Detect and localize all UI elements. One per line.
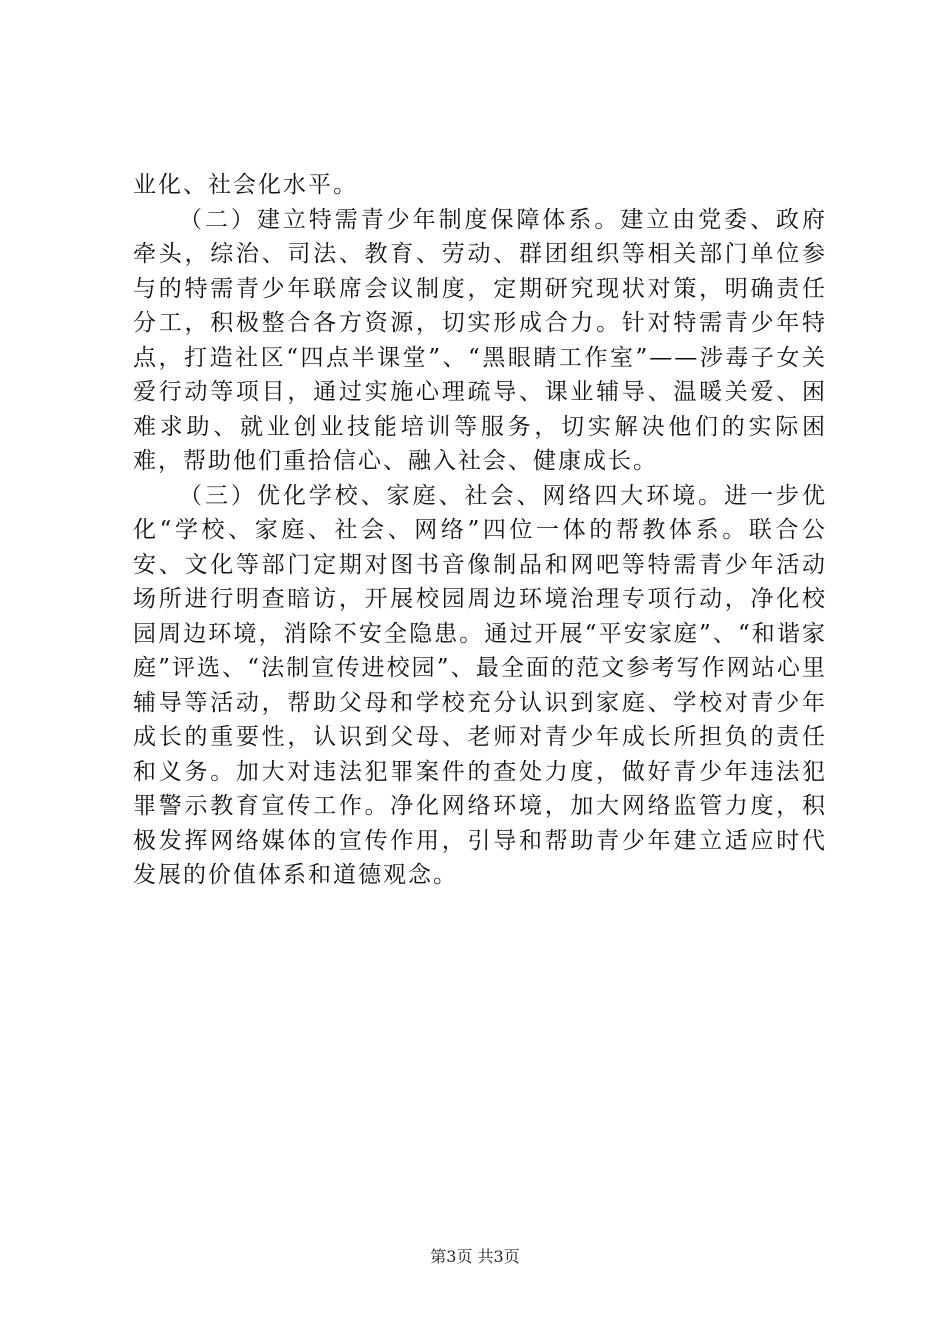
- paragraph-section-three: （三）优化学校、家庭、社会、网络四大环境。进一步优化“学校、家庭、社会、网络”四位一体的帮教体系。联合公安、文化等部门定期对图书音像制品和网吧等特需青少年活动场所进行明查暗访，开展校园周边环境治理专项行动，净化校园周边环境，消除不安全隐患。通过开展“平安家庭”、“和谐家庭”评选、“法制宣传进校园”、最全面的范文参考写作网站心里辅导等活动，帮助父母和学校充分认识到家庭、学校对青少年成长的重要性，认识到父母、老师对青少年成长所担负的责任和义务。加大对违法犯罪案件的查处力度，做好青少年违法犯罪警示教育宣传工作。净化网络环境，加大网络监管力度，积极发挥网络媒体的宣传作用，引导和帮助青少年建立适应时代发展的价值体系和道德观念。: [133, 482, 827, 888]
- paragraph-continuation: 业化、社会化水平。: [133, 172, 358, 198]
- paragraph-section-two: （二）建立特需青少年制度保障体系。建立由党委、政府牵头，综治、司法、教育、劳动、群团组织等相关部门单位参与的特需青少年联席会议制度，定期研究现状对策，明确责任分工，积极整合各方资源，切实形成合力。针对特需青少年特点，打造社区“四点半课堂”、“黑眼睛工作室”——涉毒子女关爱行动等项目，通过实施心理疏导、课业辅导、温暖关爱、困难求助、就业创业技能培训等服务，切实解决他们的实际困难，帮助他们重拾信心、融入社会、健康成长。: [133, 206, 827, 474]
- document-body: [133, 168, 827, 893]
- page-number-footer: 第3页 共3页: [430, 1247, 520, 1266]
